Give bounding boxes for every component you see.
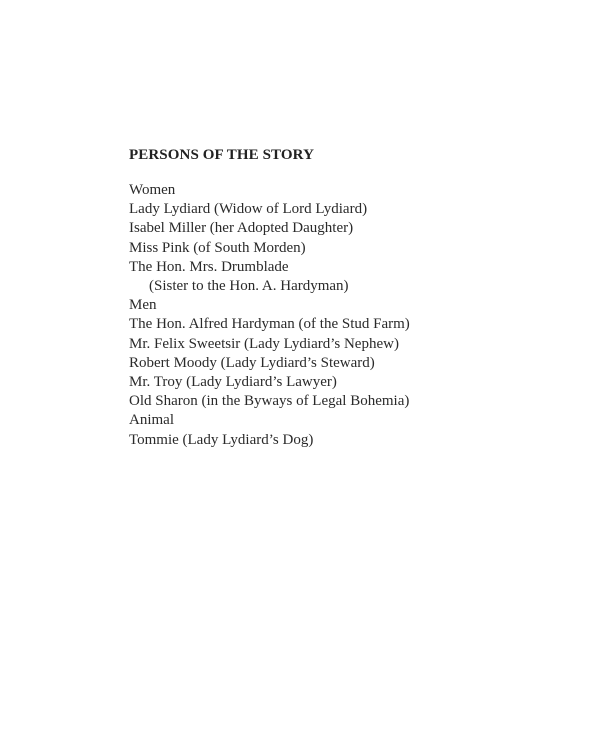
persons-list-line: Women (129, 182, 176, 198)
persons-list (129, 181, 410, 450)
persons-list-line: Isabel Miller (her Adopted Daughter) (129, 220, 354, 237)
persons-list-line: Old Sharon (in the Byways of Legal Bohemia) (129, 393, 410, 410)
persons-list-line: Animal (129, 412, 174, 429)
persons-list-line: Mr. Troy (Lady Lydiard’s Lawyer) (129, 374, 337, 391)
persons-list-line: Robert Moody (Lady Lydiard’s Steward) (129, 354, 375, 371)
persons-list-line: Lady Lydiard (Widow of Lord Lydiard) (129, 201, 368, 218)
persons-list-line: Mr. Felix Sweetsir (Lady Lydiard’s Nephew) (129, 335, 399, 352)
persons-list-line: Tommie (Lady Lydiard’s Dog) (129, 431, 314, 448)
persons-list-line: Miss Pink (of South Morden) (129, 239, 306, 256)
persons-list-line: The Hon. Alfred Hardyman (of the Stud Farm) (129, 316, 410, 333)
persons-list-line: (Sister to the Hon. A. Hardyman) (149, 278, 349, 295)
page-title: PERSONS OF THE STORY (129, 147, 314, 163)
persons-list-line: Men (129, 297, 157, 314)
persons-list-line: The Hon. Mrs. Drumblade (129, 258, 289, 275)
